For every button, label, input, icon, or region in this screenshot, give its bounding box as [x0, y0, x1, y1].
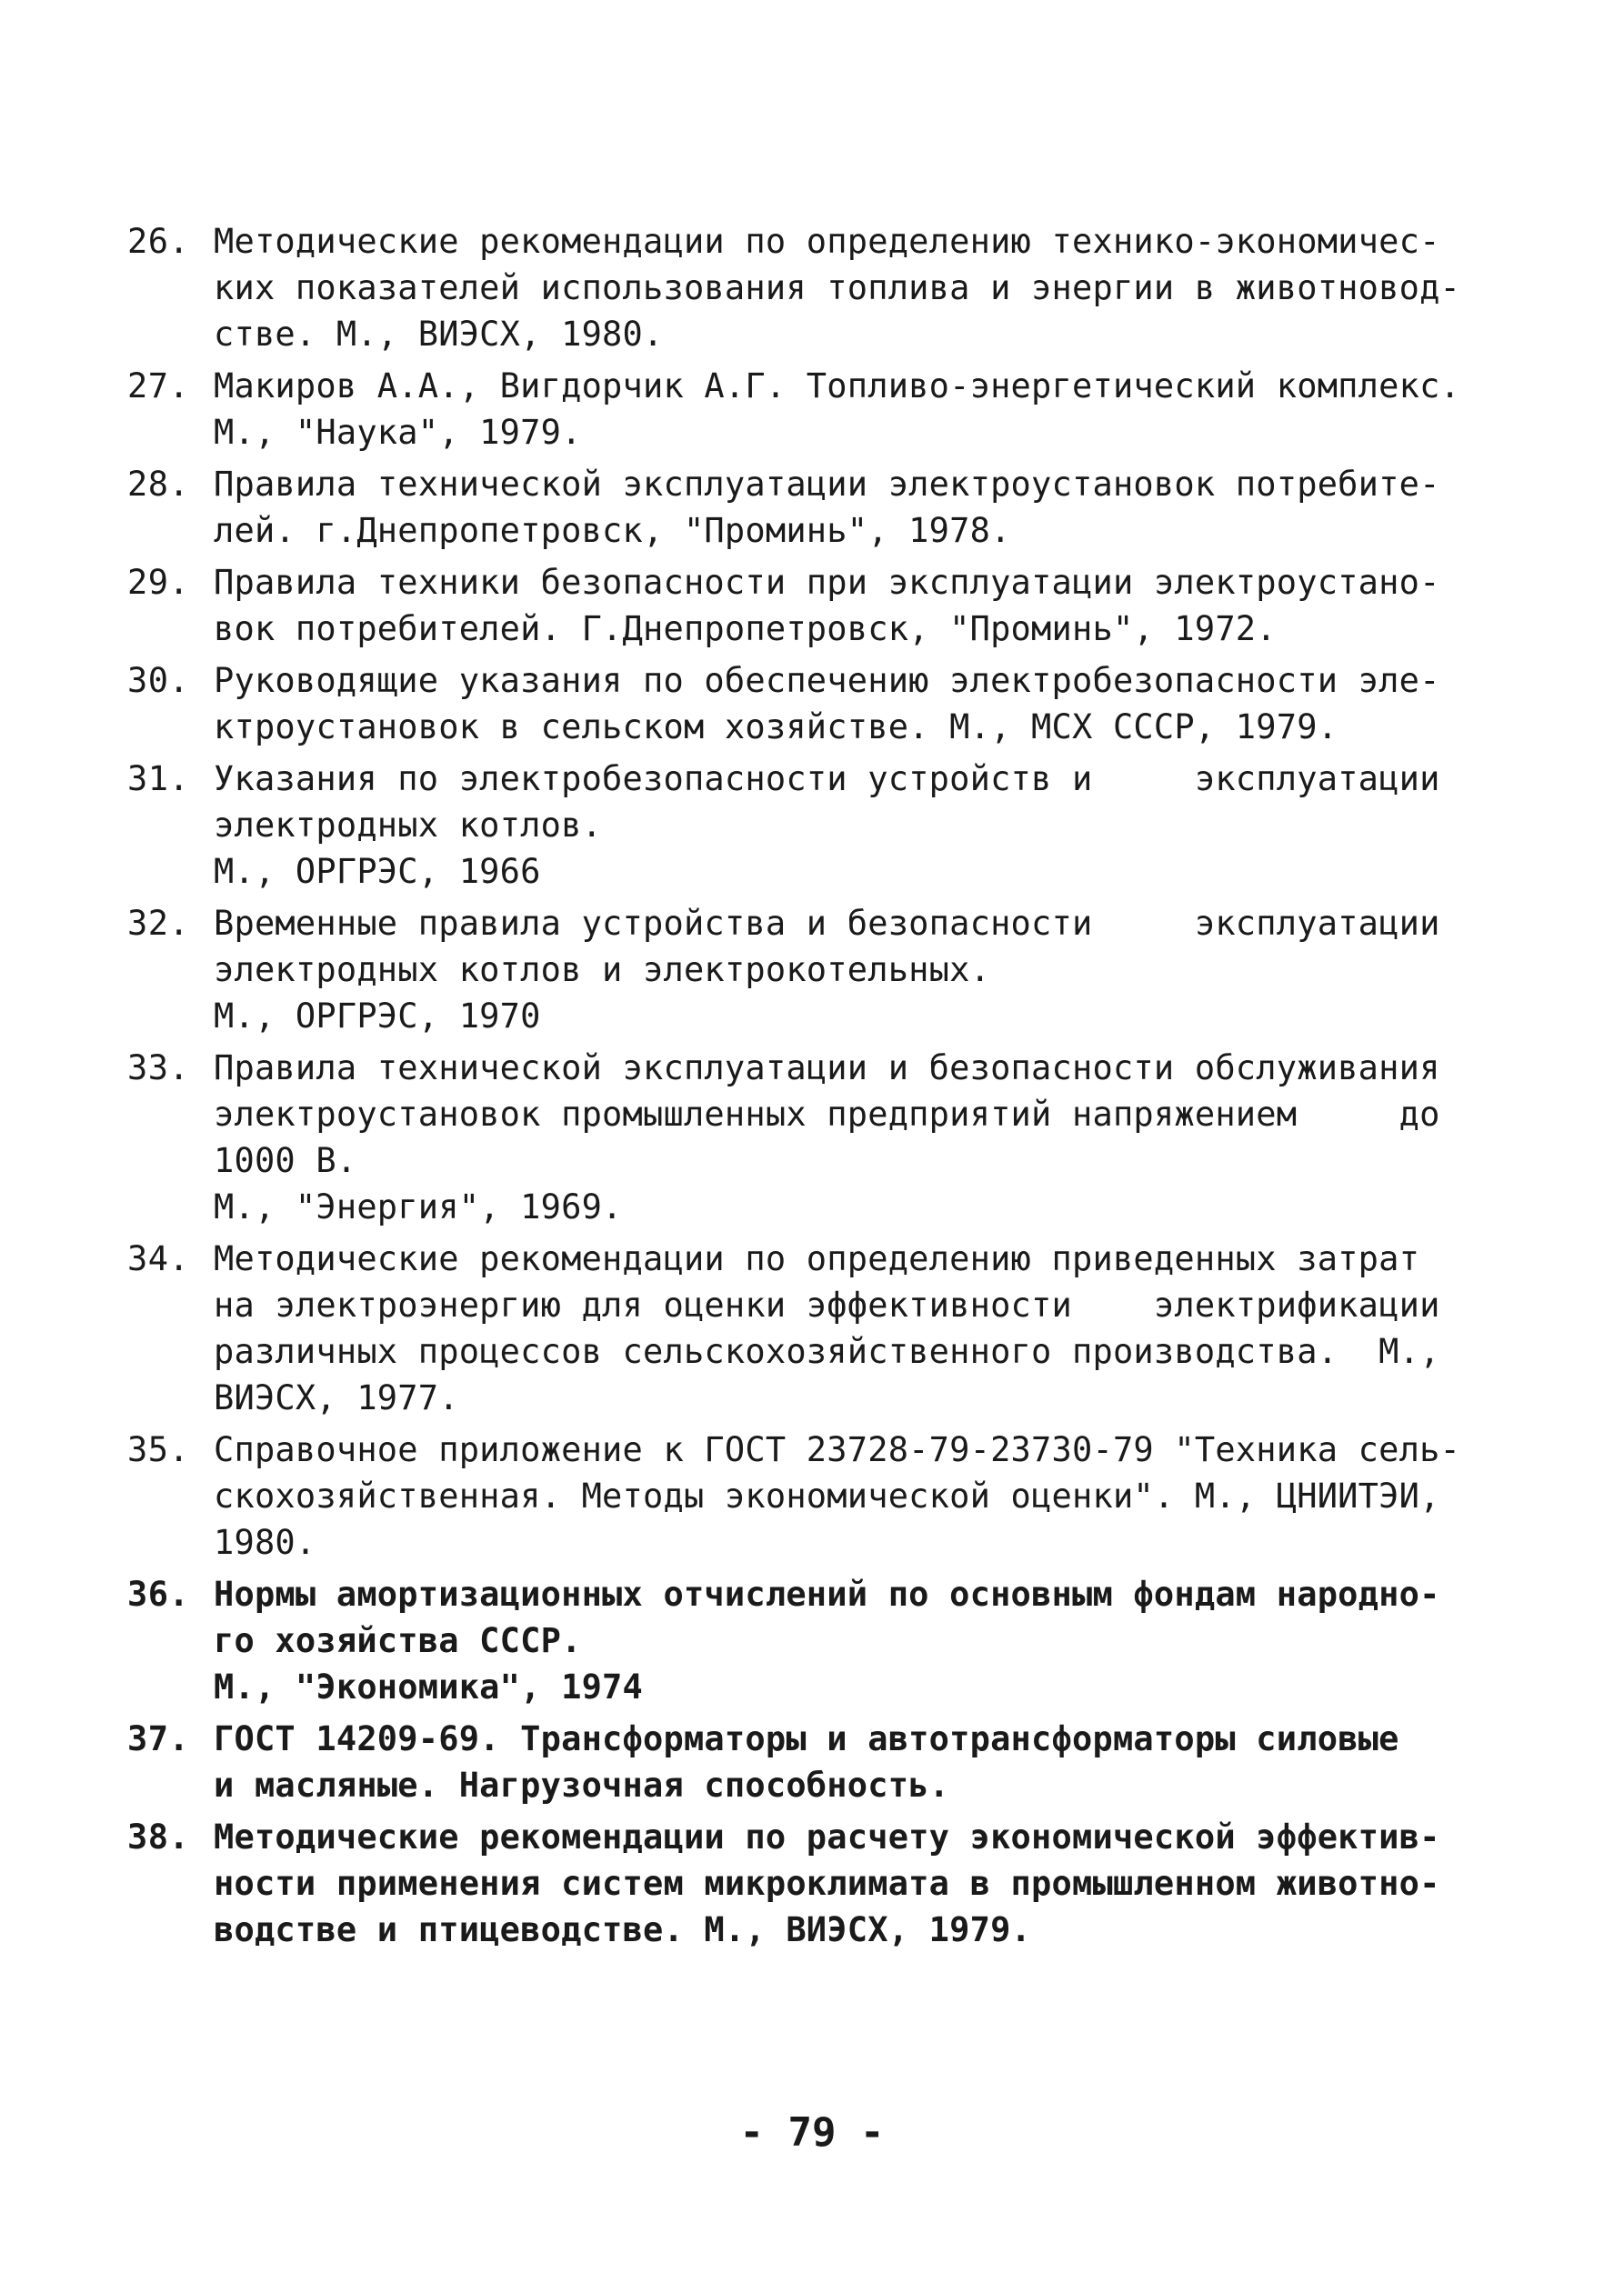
reference-line: Временные правила устройства и безопасности эксплуатации — [214, 904, 1440, 943]
reference-number: 32. — [127, 904, 190, 943]
reference-line: Нормы амортизационных отчислений по основным фондам народно- — [214, 1575, 1440, 1614]
reference-text — [214, 1427, 1482, 1566]
reference-item — [127, 1571, 1482, 1710]
reference-item — [127, 559, 1482, 652]
reference-number: 29. — [127, 563, 190, 602]
reference-line: вок потребителей. Г.Днепропетровск, "Проминь", 1972. — [214, 609, 1277, 648]
reference-line: электродных котлов и электрокотельных. — [214, 950, 991, 989]
reference-line: ких показателей использования топлива и энергии в животновод- — [214, 268, 1461, 307]
reference-text — [214, 1045, 1482, 1230]
reference-line: М., ОРГРЭС, 1966 — [214, 852, 541, 891]
reference-number: 26. — [127, 222, 190, 261]
reference-line: ВИЭСХ, 1977. — [214, 1378, 459, 1417]
reference-line: Методические рекомендации по расчету экономической эффектив- — [214, 1817, 1440, 1857]
reference-text — [214, 1571, 1482, 1710]
reference-line: Указания по электробезопасности устройств и эксплуатации — [214, 759, 1440, 798]
reference-line: Правила технической эксплуатации и безопасности обслуживания — [214, 1048, 1440, 1087]
reference-number: 34. — [127, 1239, 190, 1278]
reference-text — [214, 1716, 1482, 1808]
reference-line: водстве и птицеводстве. М., ВИЭСХ, 1979. — [214, 1910, 1032, 1949]
reference-text — [214, 1814, 1482, 1953]
reference-line: на электроэнергию для оценки эффективности электрификации — [214, 1286, 1440, 1325]
reference-item — [127, 1236, 1482, 1421]
reference-line: Правила техники безопасности при эксплуатации электроустано- — [214, 563, 1440, 602]
reference-line: и масляные. Нагрузочная способность. — [214, 1766, 950, 1805]
reference-number: 30. — [127, 661, 190, 700]
reference-item — [127, 900, 1482, 1039]
reference-line: лей. г.Днепропетровск, "Проминь", 1978. — [214, 511, 1011, 550]
reference-line: Методические рекомендации по определению технико-экономичес- — [214, 222, 1440, 261]
reference-line: Руководящие указания по обеспечению электробезопасности эле- — [214, 661, 1440, 700]
reference-line: М., ОРГРЭС, 1970 — [214, 996, 541, 1036]
reference-number: 37. — [127, 1719, 190, 1758]
page-number: - 79 - — [739, 2109, 885, 2156]
reference-item — [127, 657, 1482, 750]
reference-number: 35. — [127, 1430, 190, 1469]
reference-line: 1980. — [214, 1523, 316, 1562]
reference-line: Макиров А.А., Вигдорчик А.Г. Топливо-энергетический комплекс. — [214, 366, 1461, 406]
reference-line: М., "Энергия", 1969. — [214, 1187, 623, 1227]
reference-line: различных процессов сельскохозяйственного производства. М., — [214, 1332, 1440, 1371]
reference-number: 31. — [127, 759, 190, 798]
reference-item — [127, 363, 1482, 456]
reference-item — [127, 218, 1482, 357]
reference-item — [127, 1045, 1482, 1230]
reference-item — [127, 756, 1482, 895]
reference-number: 38. — [127, 1817, 190, 1857]
reference-line: М., "Наука", 1979. — [214, 413, 582, 452]
reference-line: 1000 В. — [214, 1141, 357, 1180]
reference-number: 27. — [127, 366, 190, 406]
reference-item — [127, 1814, 1482, 1953]
reference-line: Методические рекомендации по определению приведенных затрат — [214, 1239, 1420, 1278]
reference-item — [127, 461, 1482, 554]
reference-line: скохозяйственная. Методы экономической оценки". М., ЦНИИТЭИ, — [214, 1477, 1440, 1516]
reference-item — [127, 1427, 1482, 1566]
reference-line: электроустановок промышленных предприятий напряжением до — [214, 1095, 1440, 1134]
reference-text — [214, 756, 1482, 895]
reference-line: ктроустановок в сельском хозяйстве. М., МСХ СССР, 1979. — [214, 707, 1338, 746]
reference-number: 36. — [127, 1575, 190, 1614]
reference-line: М., "Экономика", 1974 — [214, 1667, 643, 1707]
reference-line: го хозяйства СССР. — [214, 1621, 582, 1660]
reference-list — [127, 218, 1482, 1958]
reference-text — [214, 900, 1482, 1039]
reference-number: 28. — [127, 465, 190, 504]
reference-line: ГОСТ 14209-69. Трансформаторы и автотрансформаторы силовые — [214, 1719, 1399, 1758]
reference-line: Правила технической эксплуатации электроустановок потребите- — [214, 465, 1440, 504]
reference-item — [127, 1716, 1482, 1808]
reference-text — [214, 1236, 1482, 1421]
reference-text — [214, 461, 1482, 554]
reference-line: Справочное приложение к ГОСТ 23728-79-23730-79 "Техника сель- — [214, 1430, 1461, 1469]
reference-text — [214, 363, 1482, 456]
reference-line: стве. М., ВИЭСХ, 1980. — [214, 315, 664, 354]
reference-number: 33. — [127, 1048, 190, 1087]
reference-text — [214, 657, 1482, 750]
reference-text — [214, 559, 1482, 652]
reference-line: электродных котлов. — [214, 806, 603, 845]
reference-text — [214, 218, 1482, 357]
reference-line: ности применения систем микроклимата в промышленном животно- — [214, 1864, 1440, 1903]
